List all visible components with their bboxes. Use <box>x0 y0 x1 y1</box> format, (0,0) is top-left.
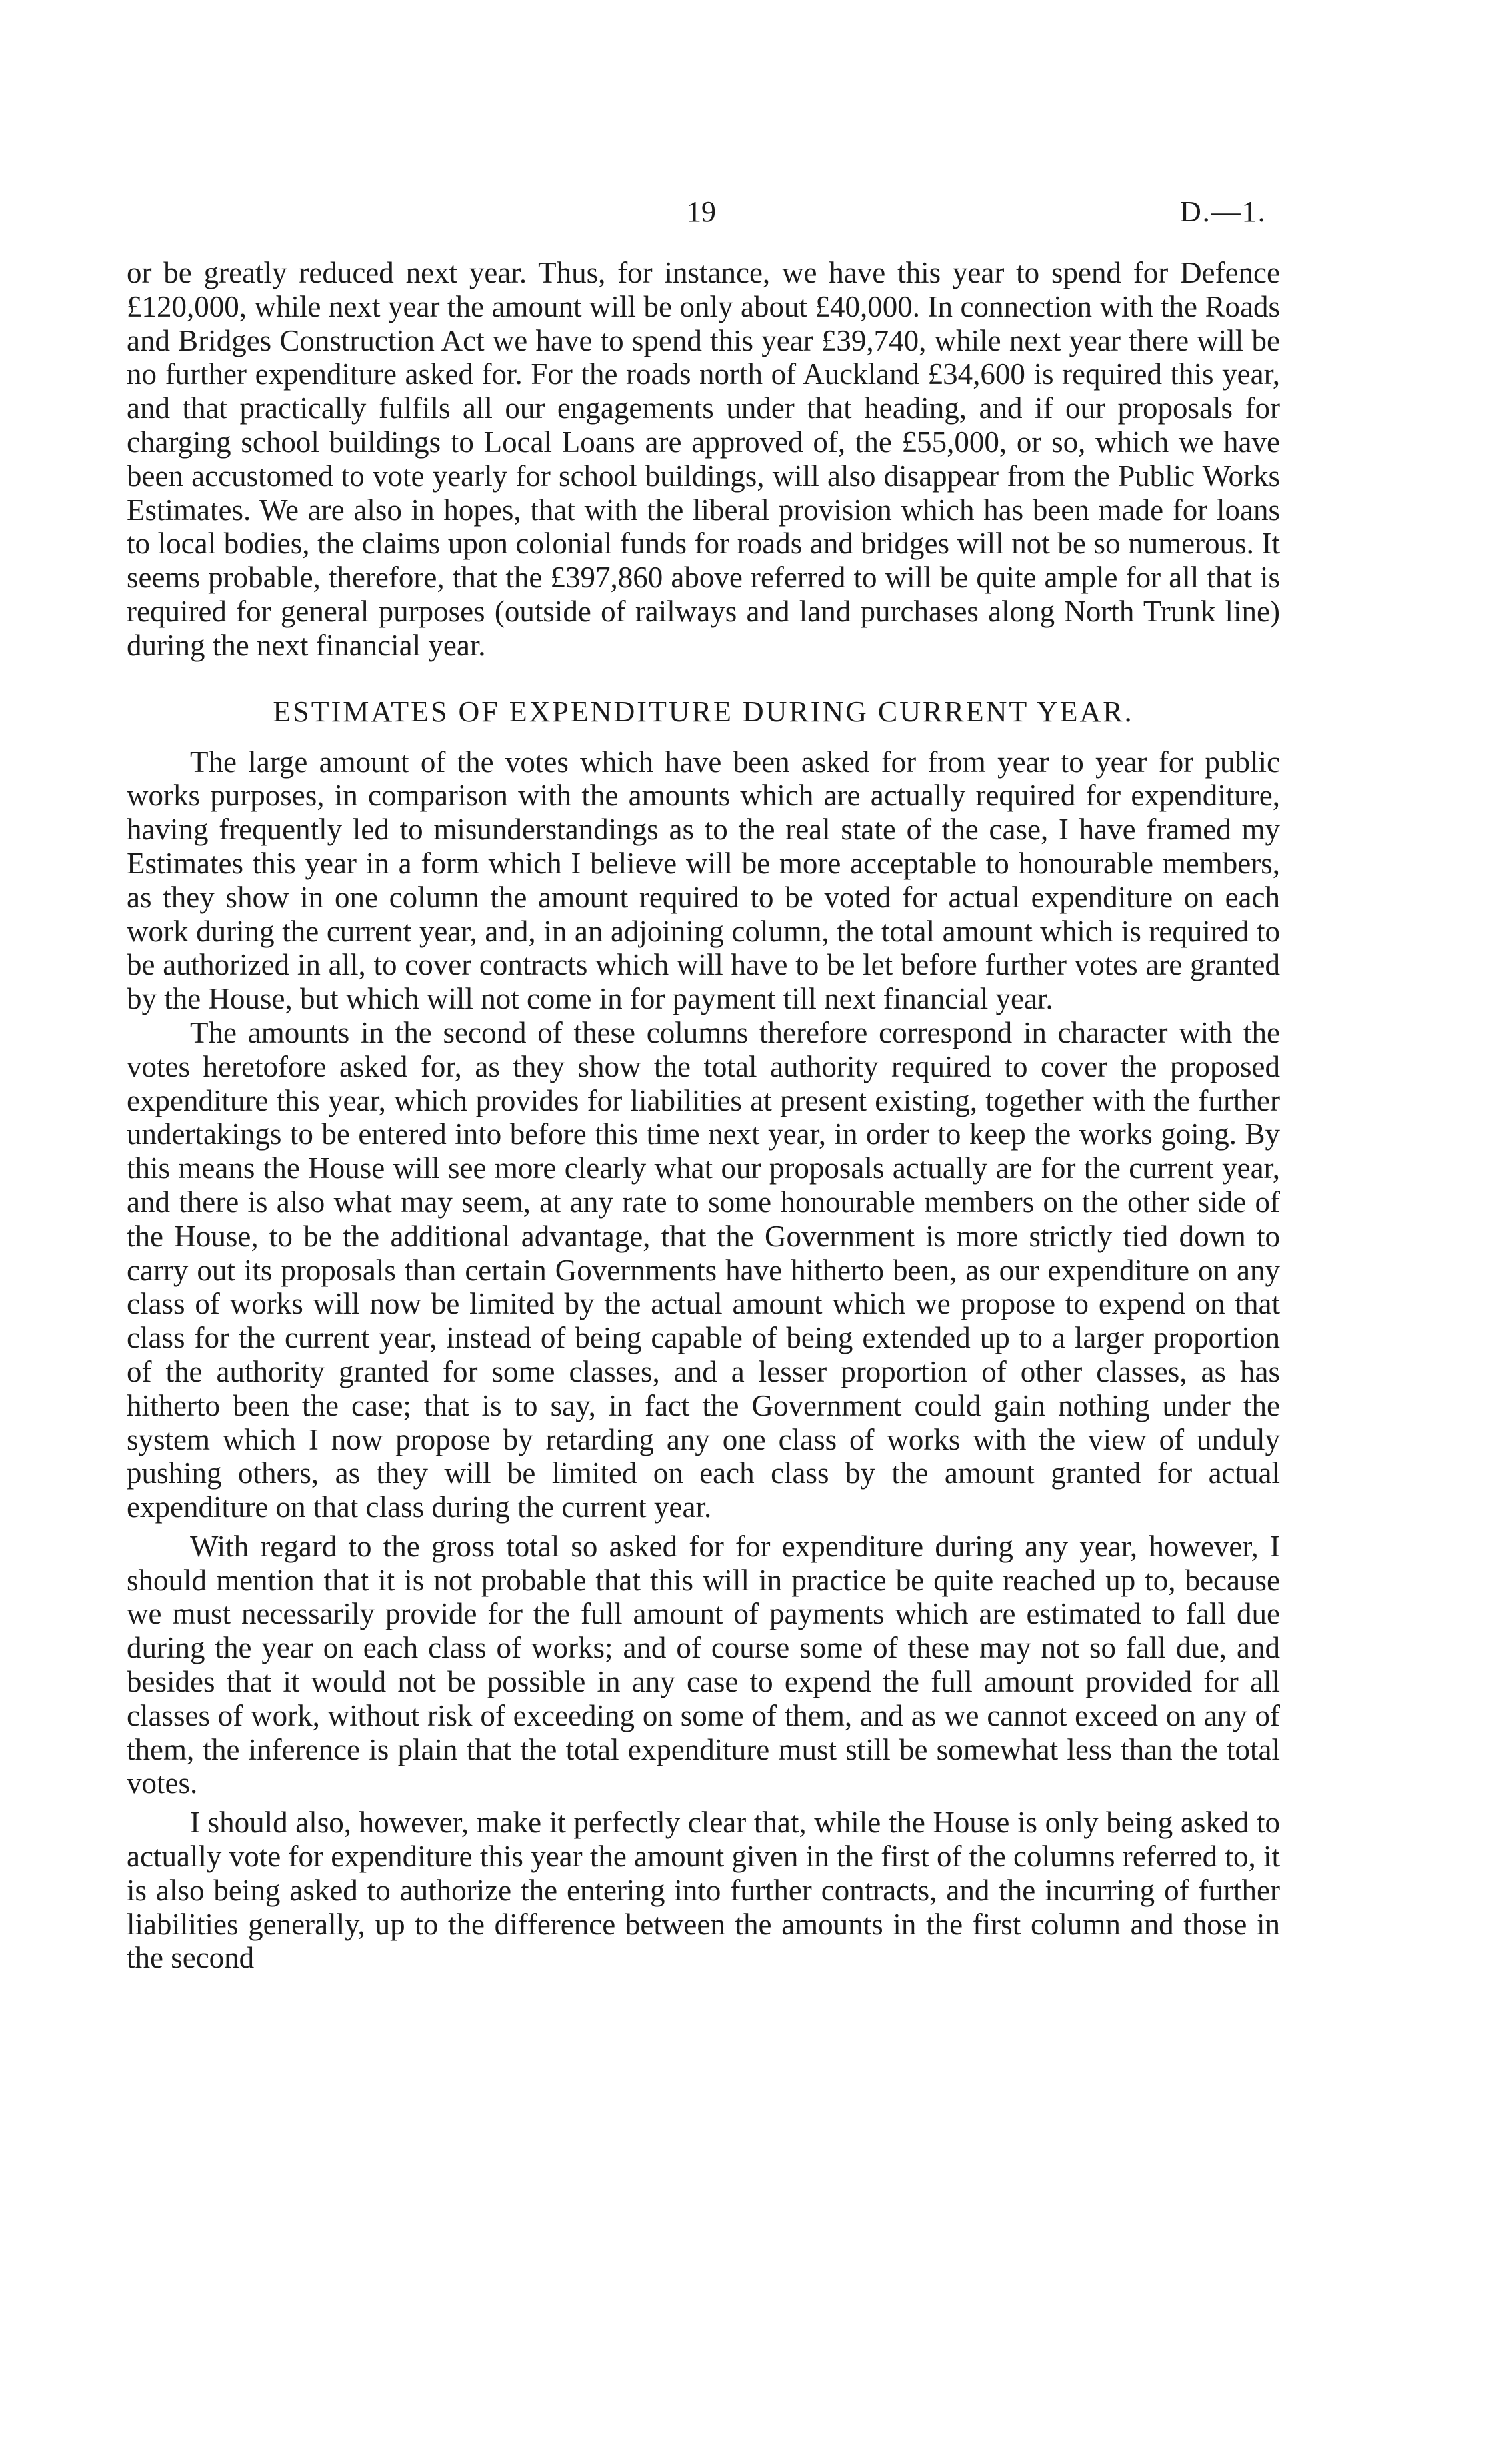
paragraph: The amounts in the second of these columns therefore correspond in character with the votes heretofore asked for, as they show the total authority required to cover the proposed expenditure this year, which provides for liabilities at present existing, together with the further undertakings to be entered into before this time next year, in order to keep the works going. By this means the House will see more clearly what our proposals actually are for the current year, and there is also what may seem, at any rate to some honourable members on the other side of the House, to be the additional advantage, that the Government is more strictly tied down to carry out its proposals than certain Governments have hitherto been, as our expenditure on any class of works will now be limited by the actual amount which we propose to expend on that class for the current year, instead of being capable of being extended up to a larger proportion of the authority granted for some classes, and a lesser proportion of other classes, as has hitherto been the case; that is to say, in fact the Government could gain nothing under the system which I now propose by retarding any one class of works with the view of unduly pushing others, as they will be limited on each class by the amount granted for actual expenditure on that class during the current year. <box>127 1015 1280 1524</box>
page-body <box>127 256 1280 1975</box>
document-reference: D.—1. <box>1180 195 1267 228</box>
section-heading: ESTIMATES OF EXPENDITURE DURING CURRENT YEAR. <box>273 695 1134 728</box>
paragraph: With regard to the gross total so asked for for expenditure during any year, however, I should mention that it is not probable that this will in practice be quite reached up to, because we must necessarily provide for the full amount of payments which are estimated to fall due during the year on each class of works; and of course some of these may not so fall due, and besides that it would not be possible in any case to expend the full amount provided for all classes of work, without risk of exceeding on some of them, and as we cannot exceed on any of them, the inference is plain that the total expenditure must still be somewhat less than the total votes. <box>127 1529 1280 1800</box>
paragraph: I should also, however, make it perfectly clear that, while the House is only being asked to actually vote for expenditure this year the amount given in the first of the columns referred to, it is also being asked to authorize the entering into further contracts, and the incurring of further liabilities generally, up to the difference between the amounts in the first column and those in the second <box>127 1806 1280 1975</box>
continued-paragraph: or be greatly reduced next year. Thus, for instance, we have this year to spend for Defence £120,000, while next year the amount will be only about £40,000. In connection with the Roads and Bridges Construction Act we have to spend this year £39,740, while next year there will be no further expenditure asked for. For the roads north of Auckland £34,600 is required this year, and that practically fulfils all our engagements under that heading, and if our proposals for charging school buildings to Local Loans are approved of, the £55,000, or so, which we have been accustomed to vote yearly for school buildings, will also disappear from the Public Works Estimates. We are also in hopes, that with the liberal provision which has been made for loans to local bodies, the claims upon colonial funds for roads and bridges will not be so numerous. It seems probable, therefore, that the £397,860 above referred to will be quite ample for all that is required for general purposes (outside of railways and land purchases along North Trunk line) during the next financial year. <box>127 256 1280 662</box>
page-header <box>0 195 1512 241</box>
page-number: 19 <box>687 195 716 228</box>
paragraph: The large amount of the votes which have been asked for from year to year for public works purposes, in comparison with the amounts which are actually required for expenditure, having frequently led to misunderstandings as to the real state of the case, I have framed my Estimates this year in a form which I believe will be more acceptable to honourable members, as they show in one column the amount required to be voted for actual expenditure on each work during the current year, and, in an adjoining column, the total amount which is required to be authorized in all, to cover contracts which will have to be let before further votes are granted by the House, but which will not come in for payment till next financial year. <box>127 745 1280 1016</box>
